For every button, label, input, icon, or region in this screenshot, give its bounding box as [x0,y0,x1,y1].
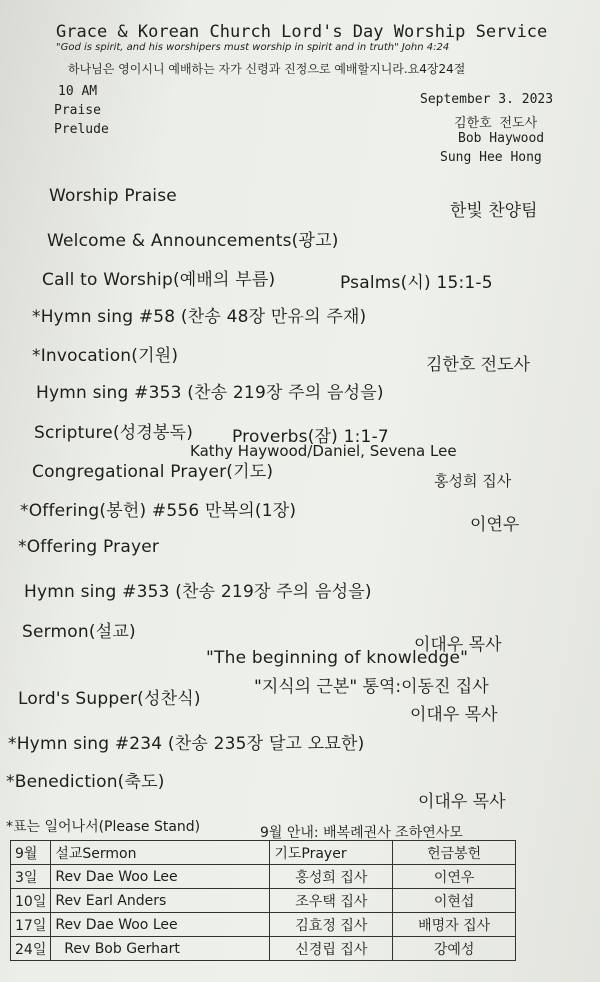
schedule-day: 24일 [11,937,51,961]
service-time: 10 AM [58,84,98,99]
september-schedule-table [10,840,516,961]
order-hymn-353: Hymn sing #353 (찬송 219장 주의 음성을) [36,383,384,403]
order-offering: *Offering(봉헌) #556 만복의(1장) [20,501,297,521]
order-worship-praise: Worship Praise [49,186,177,206]
schedule-offering: 이연우 [393,865,516,889]
order-hymn-234: *Hymn sing #234 (찬송 235장 달고 오묘한) [8,734,365,754]
sermon-preacher: 이대우 목사 [414,635,502,655]
schedule-day: 17일 [11,913,51,937]
table-row [11,913,516,937]
praise-leader: 김한호 전도사 [454,116,538,131]
order-congregational-prayer: Congregational Prayer(기도) [32,462,274,482]
order-call-to-worship: Call to Worship(예배의 부름) [42,270,276,290]
schedule-offering: 강예성 [393,937,516,961]
schedule-day: 3일 [11,865,51,889]
schedule-prayer: 김효정 집사 [270,913,393,937]
scripture-readers: Kathy Haywood/Daniel, Sevena Lee [190,442,457,460]
worship-praise-team: 한빛 찬양팀 [450,201,538,221]
order-benediction: *Benediction(축도) [6,772,165,792]
september-announcement: 9월 안내: 배복례권사 조하연사모 [260,825,463,841]
schedule-header-row [11,841,516,865]
prelude-player-1: Bob Haywood [458,131,545,146]
order-scripture: Scripture(성경봉독) [34,423,194,443]
schedule-preacher: Rev Bob Gerhart [51,937,270,961]
scripture-quote-english: "God is spirit, and his worshipers must worship in spirit and in truth" John 4:24 [56,42,450,53]
scripture-reference: Proverbs(잠) 1:1-7 [232,427,389,447]
lords-supper-leader: 이대우 목사 [410,705,498,725]
invocation-leader: 김한호 전도사 [426,355,530,375]
sermon-title-english: "The beginning of knowledge" [206,648,469,668]
schedule-header-month: 9월 [11,841,51,865]
offering-leader: 이연우 [470,515,520,535]
sermon-title-korean: "지식의 근본" 통역:이동진 집사 [254,677,489,697]
schedule-day: 10일 [11,889,51,913]
schedule-preacher: Rev Dae Woo Lee [51,913,270,937]
order-lords-supper: Lord's Supper(성찬식) [18,689,201,709]
schedule-prayer: 조우택 집사 [270,889,393,913]
table-row [11,865,516,889]
order-hymn-58: *Hymn sing #58 (찬송 48장 만유의 주재) [32,307,367,327]
table-row [11,937,516,961]
benediction-leader: 이대우 목사 [418,792,506,812]
schedule-preacher: Rev Earl Anders [51,889,270,913]
order-invocation: *Invocation(기원) [32,346,179,366]
call-to-worship-reference: Psalms(시) 15:1-5 [340,273,493,293]
schedule-preacher: Rev Dae Woo Lee [51,865,270,889]
order-sermon: Sermon(설교) [22,622,136,642]
schedule-offering: 이현섭 [393,889,516,913]
order-offering-prayer: *Offering Prayer [18,537,160,557]
schedule-offering: 배명자 집사 [393,913,516,937]
service-date: September 3. 2023 [420,92,554,107]
table-row [11,889,516,913]
scripture-quote-korean: 하나님은 영이시니 예배하는 자가 신령과 진정으로 예배할지니라.요4장24절 [68,62,466,76]
prelude-player-2: Sung Hee Hong [440,150,542,165]
please-stand-note: *표는 일어나서(Please Stand) [6,819,201,835]
schedule-prayer: 홍성희 집사 [270,865,393,889]
order-hymn-353-second: Hymn sing #353 (찬송 219장 주의 음성을) [24,582,372,602]
praise-label: Praise [54,103,101,118]
prayer-leader: 홍성희 집사 [434,472,512,490]
schedule-header-sermon: 설교Sermon [51,841,270,865]
service-title: Grace & Korean Church Lord's Day Worship Service [56,22,548,42]
schedule-header-offering: 헌금봉헌 [393,841,516,865]
schedule-header-prayer: 기도Prayer [270,841,393,865]
order-welcome: Welcome & Announcements(광고) [47,231,339,251]
schedule-prayer: 신경립 집사 [270,937,393,961]
prelude-label: Prelude [54,122,109,137]
